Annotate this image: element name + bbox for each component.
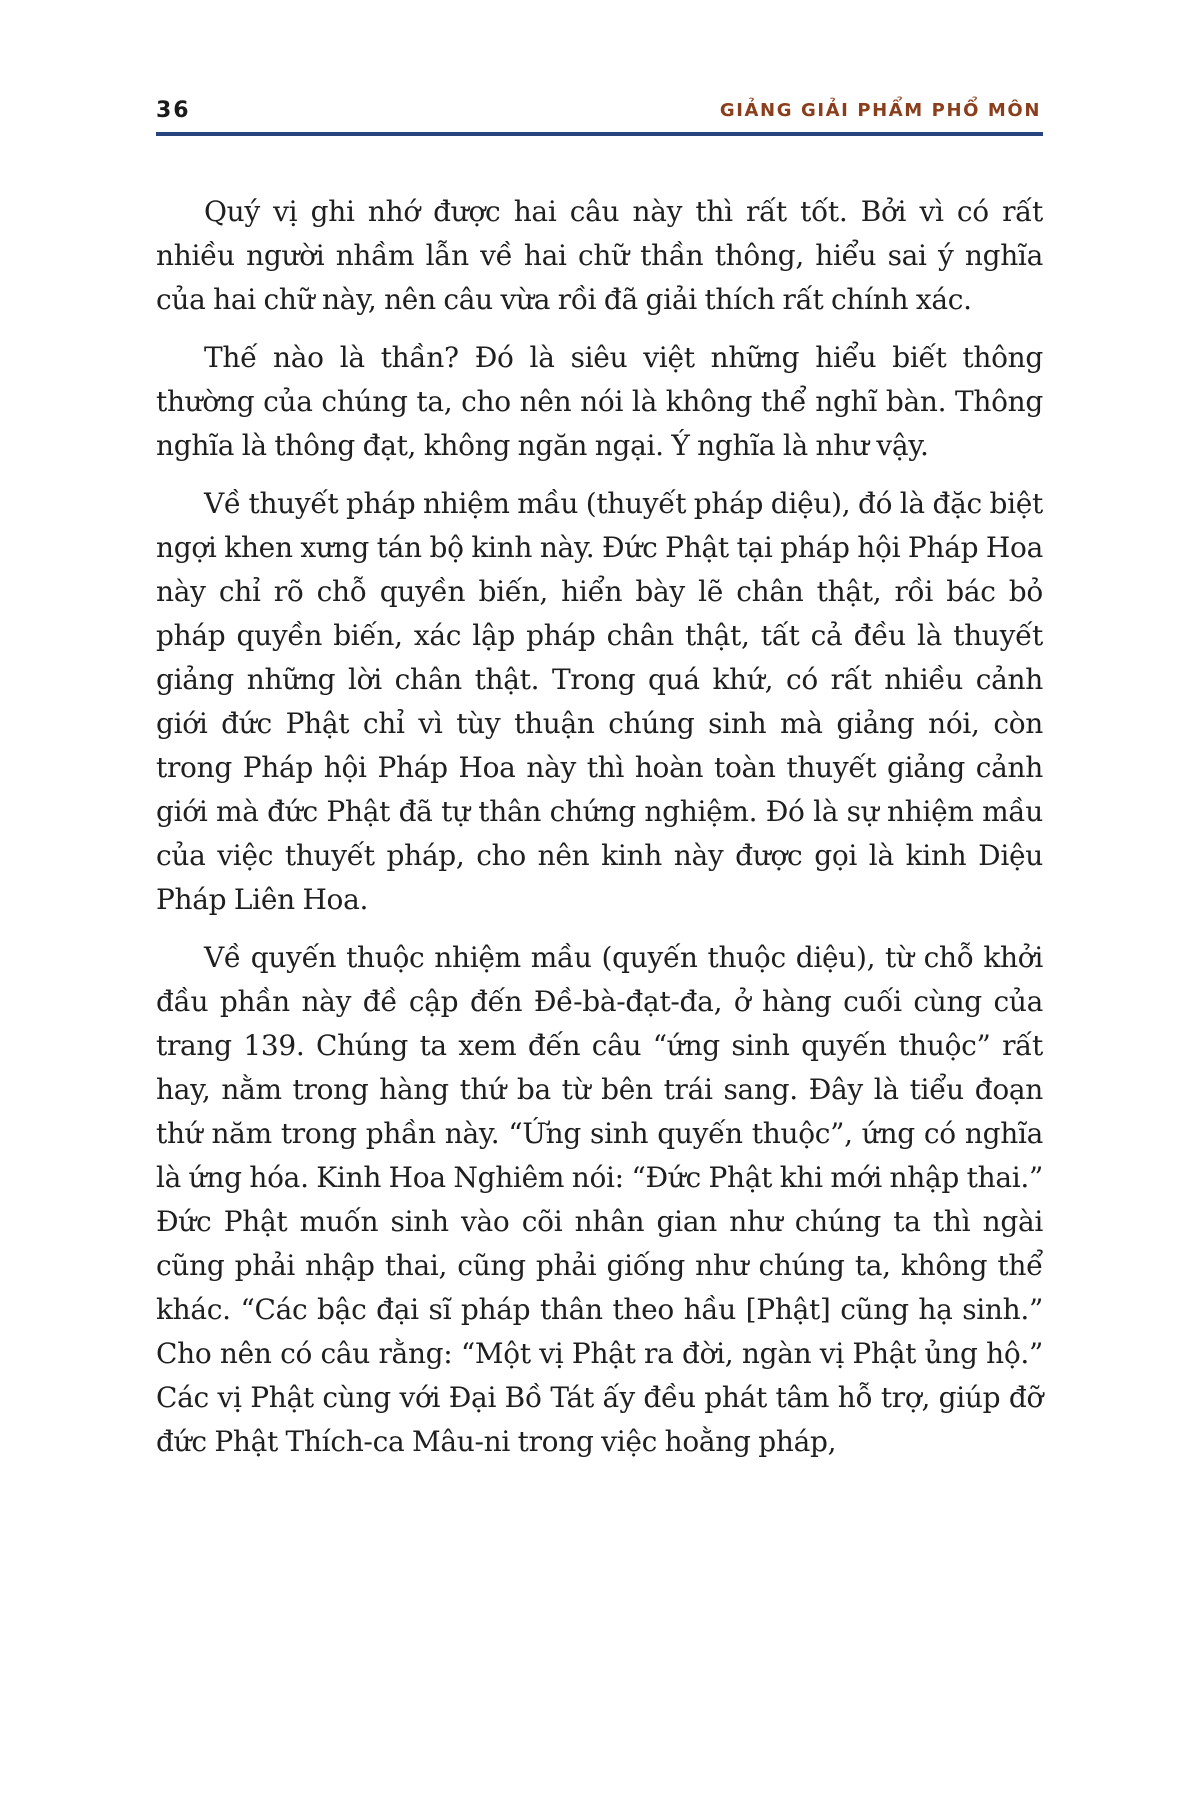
body-text	[156, 190, 1043, 1478]
paragraph: Về thuyết pháp nhiệm mầu (thuyết pháp diệu), đó là đặc biệt ngợi khen xưng tán bộ kinh này. Đức Phật tại pháp hội Pháp Hoa này chỉ rõ chỗ quyền biến, hiển bày lẽ chân thật, rồi bác bỏ pháp quyền biến, xác lập pháp chân thật, tất cả đều là thuyết giảng những lời chân thật. Trong quá khứ, có rất nhiều cảnh giới đức Phật chỉ vì tùy thuận chúng sinh mà giảng nói, còn trong Pháp hội Pháp Hoa này thì hoàn toàn thuyết giảng cảnh giới mà đức Phật đã tự thân chứng nghiệm. Đó là sự nhiệm mầu của việc thuyết pháp, cho nên kinh này được gọi là kinh Diệu Pháp Liên Hoa.	[156, 487, 1043, 916]
paragraph: Quý vị ghi nhớ được hai câu này thì rất tốt. Bởi vì có rất nhiều người nhầm lẫn về hai chữ thần thông, hiểu sai ý nghĩa của hai chữ này, nên câu vừa rồi đã giải thích rất chính xác.	[156, 195, 1043, 316]
header-rule	[156, 132, 1043, 136]
running-title: GIẢNG GIẢI PHẨM PHỔ MÔN	[719, 100, 1041, 121]
page-header	[156, 96, 1043, 136]
page-number: 36	[156, 98, 191, 123]
paragraph: Thế nào là thần? Đó là siêu việt những hiểu biết thông thường của chúng ta, cho nên nói là không thể nghĩ bàn. Thông nghĩa là thông đạt, không ngăn ngại. Ý nghĩa là như vậy.	[156, 341, 1043, 462]
paragraph: Về quyến thuộc nhiệm mầu (quyến thuộc diệu), từ chỗ khởi đầu phần này đề cập đến Đề-bà-đạt-đa, ở hàng cuối cùng của trang 139. Chúng ta xem đến câu “ứng sinh quyến thuộc” rất hay, nằm trong hàng thứ ba từ bên trái sang. Đây là tiểu đoạn thứ năm trong phần này. “Ứng sinh quyến thuộc”, ứng có nghĩa là ứng hóa. Kinh Hoa Nghiêm nói: “Đức Phật khi mới nhập thai.” Đức Phật muốn sinh vào cõi nhân gian như chúng ta thì ngài cũng phải nhập thai, cũng phải giống như chúng ta, không thể khác. “Các bậc đại sĩ pháp thân theo hầu [Phật] cũng hạ sinh.” Cho nên có câu rằng: “Một vị Phật ra đời, ngàn vị Phật ủng hộ.” Các vị Phật cùng với Đại Bồ Tát ấy đều phát tâm hỗ trợ, giúp đỡ đức Phật Thích-ca Mâu-ni trong việc hoằng pháp,	[156, 941, 1043, 1458]
